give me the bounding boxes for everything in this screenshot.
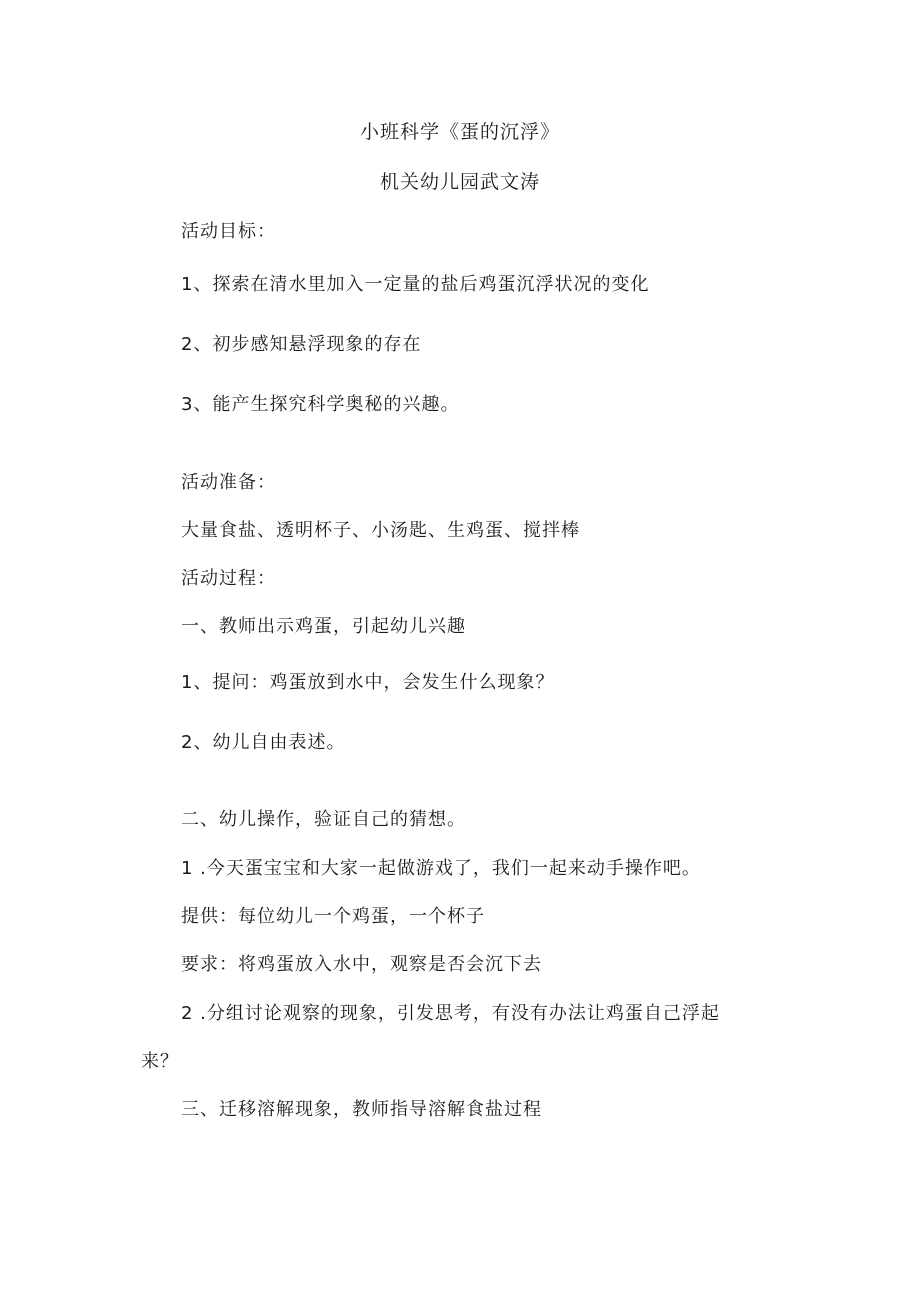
section2-item-2-line2: 来？	[141, 1051, 179, 1072]
prep-heading: 活动准备：	[181, 472, 276, 493]
goal-item-2: 2、初步感知悬浮现象的存在	[181, 334, 422, 355]
goal-item-3: 3、能产生探究科学奥秘的兴趣。	[181, 394, 460, 415]
prep-items: 大量食盐、透明杯子、小汤匙、生鸡蛋、搅拌棒	[181, 520, 580, 541]
section2-item-2-line1: 2 .分组讨论观察的现象，引发思考，有没有办法让鸡蛋自己浮起	[181, 1003, 720, 1024]
document-title: 小班科学《蛋的沉浮》	[359, 121, 560, 143]
document-author: 机关幼儿园武文涛	[379, 171, 540, 193]
goal-item-1: 1、探索在清水里加入一定量的盐后鸡蛋沉浮状况的变化	[181, 274, 650, 295]
section2-item-1: 1 .今天蛋宝宝和大家一起做游戏了，我们一起来动手操作吧。	[181, 858, 701, 879]
section2-heading: 二、幼儿操作，验证自己的猜想。	[181, 809, 466, 830]
section3-heading: 三、迁移溶解现象，教师指导溶解食盐过程	[181, 1099, 542, 1120]
section2-require: 要求：将鸡蛋放入水中，观察是否会沉下去	[181, 954, 542, 975]
process-heading: 活动过程：	[181, 568, 276, 589]
section1-item-2: 2、幼儿自由表述。	[181, 732, 346, 753]
section2-provide: 提供：每位幼儿一个鸡蛋，一个杯子	[181, 906, 485, 927]
section1-item-1: 1、提问：鸡蛋放到水中，会发生什么现象？	[181, 672, 555, 693]
goals-heading: 活动目标：	[181, 221, 276, 242]
section1-heading: 一、教师出示鸡蛋，引起幼儿兴趣	[181, 616, 466, 637]
